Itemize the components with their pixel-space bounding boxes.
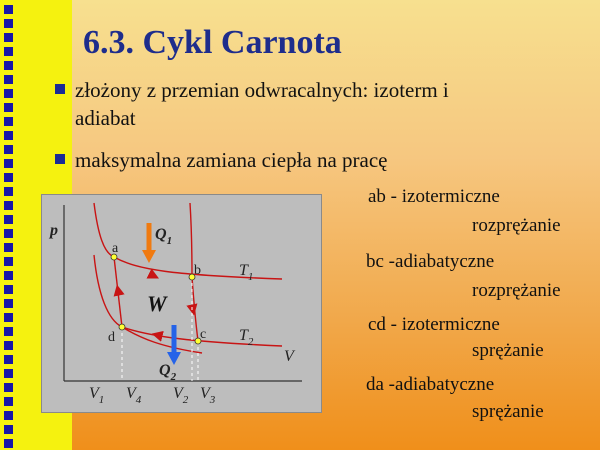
decor-square xyxy=(4,201,13,210)
q1-arrow-head xyxy=(142,250,156,263)
decor-square xyxy=(4,89,13,98)
decor-square xyxy=(4,215,13,224)
process-cd-kind: sprężanie xyxy=(472,340,544,361)
v4-label: $V_4$ xyxy=(126,385,142,406)
label-d: d xyxy=(108,330,115,345)
label-b: b xyxy=(194,263,201,278)
decor-square xyxy=(4,75,13,84)
t2-label: $T_2$ xyxy=(239,327,254,348)
decor-square xyxy=(4,257,13,266)
v3-label: $V_3$ xyxy=(200,385,216,406)
decor-square xyxy=(4,229,13,238)
process-ab-name: ab - izotermiczne xyxy=(368,186,500,207)
bullet-square-icon xyxy=(55,154,65,164)
decor-square xyxy=(4,33,13,42)
decorative-squares-column xyxy=(4,0,16,450)
decor-square xyxy=(4,61,13,70)
decor-square xyxy=(4,397,13,406)
point-d xyxy=(119,324,125,330)
decor-square xyxy=(4,299,13,308)
bullet-text-line1: maksymalna zamiana ciepła na pracę xyxy=(75,148,388,172)
decor-square xyxy=(4,159,13,168)
t1-label: $T_1$ xyxy=(239,262,254,283)
decor-square xyxy=(4,5,13,14)
label-a: a xyxy=(112,241,119,256)
decor-square xyxy=(4,285,13,294)
decor-square xyxy=(4,145,13,154)
decor-square xyxy=(4,355,13,364)
cd-direction-arrow xyxy=(157,335,161,336)
v2-label: $V_2$ xyxy=(173,385,189,406)
process-bc-name: bc -adiabatyczne xyxy=(366,251,495,272)
q2-label: $Q_2$ xyxy=(159,362,177,383)
decor-square xyxy=(4,187,13,196)
isotherm-t2-curve xyxy=(94,255,282,346)
decor-square xyxy=(4,369,13,378)
decor-square xyxy=(4,103,13,112)
isotherm-t1-curve xyxy=(94,203,282,279)
decor-square xyxy=(4,117,13,126)
v-axis-label: V xyxy=(284,348,294,365)
decor-square xyxy=(4,173,13,182)
process-da-name: da -adiabatyczne xyxy=(366,374,495,395)
bullet-text-line1: złożony z przemian odwracalnych: izoterm i xyxy=(75,78,449,102)
decor-square xyxy=(4,313,13,322)
decor-square xyxy=(4,243,13,252)
da-direction-arrow xyxy=(118,290,119,295)
decor-square xyxy=(4,271,13,280)
decor-square xyxy=(4,19,13,28)
process-bc-kind: rozprężanie xyxy=(472,280,561,301)
p-axis-label: p xyxy=(50,222,58,239)
q1-label: $Q_1$ xyxy=(155,226,173,247)
bullet-text-line2: adiabat xyxy=(75,106,136,130)
decor-square xyxy=(4,327,13,336)
decor-square xyxy=(4,439,13,448)
label-c: c xyxy=(200,327,207,342)
bullet-square-icon xyxy=(55,84,65,94)
slide-title: 6.3. Cykl Carnota xyxy=(83,24,342,61)
decor-square xyxy=(4,411,13,420)
decor-square xyxy=(4,383,13,392)
work-label: W xyxy=(147,291,167,316)
process-ab-kind: rozprężanie xyxy=(472,215,561,236)
decor-square xyxy=(4,425,13,434)
bullet-item xyxy=(55,146,575,174)
ab-direction-arrow xyxy=(152,275,154,276)
v1-label: $V_1$ xyxy=(89,385,105,406)
process-cd-name: cd - izotermiczne xyxy=(368,314,500,335)
pv-diagram-svg xyxy=(42,195,321,412)
process-da-kind: sprężanie xyxy=(472,401,544,422)
decor-square xyxy=(4,131,13,140)
bullet-item xyxy=(55,76,575,132)
decor-square xyxy=(4,47,13,56)
carnot-pv-diagram xyxy=(41,194,322,413)
decor-square xyxy=(4,341,13,350)
